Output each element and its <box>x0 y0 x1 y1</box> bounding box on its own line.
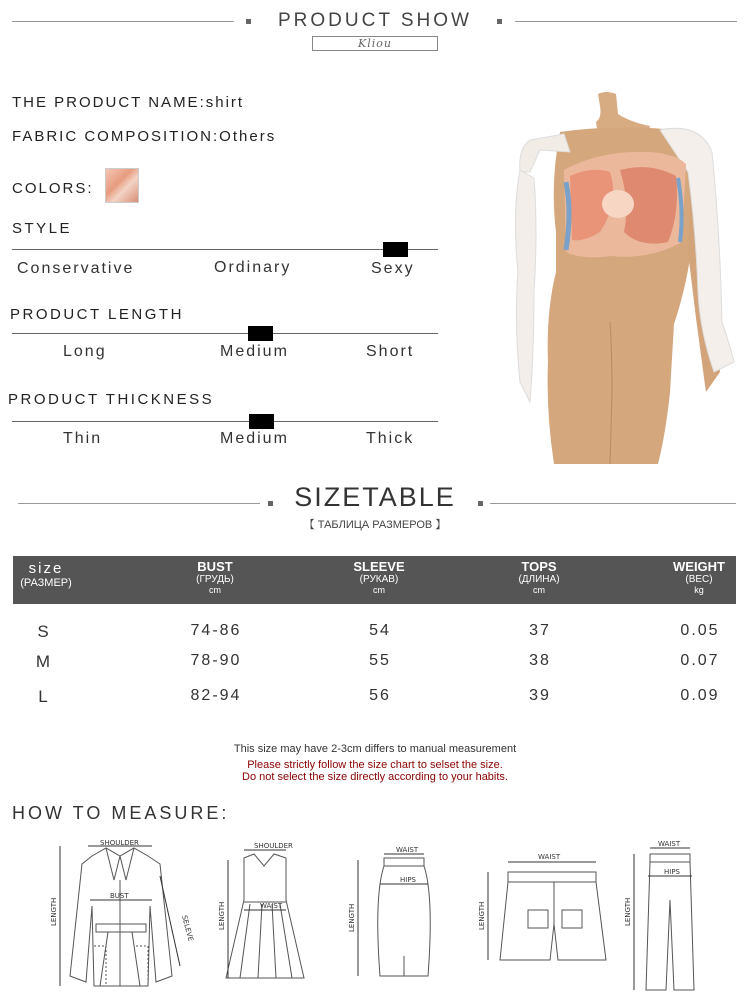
sizetable-square-right <box>478 501 483 506</box>
style-scale-line <box>12 249 438 250</box>
thickness-scale-line <box>12 421 438 422</box>
thickness-title: PRODUCT THICKNESS <box>8 391 215 408</box>
shorts-length-label: LENGTH <box>478 901 486 930</box>
product-name: THE PRODUCT NAME:shirt <box>12 94 245 111</box>
sizetable-subtitle: 【 ТАБЛИЦА РАЗМЕРОВ 】 <box>303 519 447 531</box>
col-sleeve: SLEEVE (РУКАВ) cm <box>353 559 405 595</box>
jacket-shoulder-label: SHOULDER <box>100 839 139 847</box>
col-size: size (РАЗМЕР) <box>20 560 72 589</box>
jacket-diagram <box>48 836 208 994</box>
style-marker <box>383 242 408 257</box>
length-marker <box>248 326 273 341</box>
fabric-composition: FABRIC COMPOSITION:Others <box>12 128 277 145</box>
style-option-conservative: Conservative <box>17 260 135 277</box>
pants-waist-label: WAIST <box>658 840 681 848</box>
note-measurement: This size may have 2-3cm differs to manual measurement <box>233 743 517 755</box>
thickness-option-thick: Thick <box>366 430 415 447</box>
length-option-long: Long <box>63 343 107 360</box>
style-option-sexy: Sexy <box>371 260 415 277</box>
product-photo <box>500 92 736 464</box>
sizetable-rule-right <box>490 503 736 504</box>
skirt-hips-label: HIPS <box>400 876 416 884</box>
shorts-diagram <box>476 848 616 978</box>
jacket-sleeve-label: SELEVE <box>180 914 195 943</box>
col-bust: BUST (ГРУДЬ) cm <box>196 559 234 595</box>
colors-label: COLORS: <box>12 180 94 197</box>
pants-length-label: LENGTH <box>624 897 632 926</box>
sizetable-title: SIZETABLE <box>294 482 456 512</box>
skirt-diagram <box>344 846 444 990</box>
note-habits: Do not select the size directly according to your habits. <box>242 771 508 783</box>
skirt-length-label: LENGTH <box>348 903 356 932</box>
thickness-marker <box>249 414 274 429</box>
header-square-right <box>497 19 502 24</box>
jacket-bust-label: BUST <box>110 892 129 900</box>
header-rule-right <box>515 21 737 22</box>
length-option-short: Short <box>366 343 415 360</box>
dress-shoulder-label: SHOULDER <box>254 842 293 850</box>
style-title: STYLE <box>12 220 73 237</box>
table-header <box>13 556 736 604</box>
how-to-measure-title: HOW TO MEASURE: <box>12 803 230 823</box>
page-title: PRODUCT SHOW <box>278 10 472 31</box>
length-title: PRODUCT LENGTH <box>10 306 184 323</box>
style-option-ordinary: Ordinary <box>214 259 292 276</box>
shorts-waist-label: WAIST <box>538 853 561 861</box>
length-option-medium: Medium <box>220 343 289 360</box>
dress-diagram <box>216 840 316 990</box>
color-swatch[interactable] <box>105 168 139 203</box>
length-scale-line <box>12 333 438 334</box>
pants-hips-label: HIPS <box>664 868 680 876</box>
brand-label: Kliou <box>312 36 438 51</box>
note-follow-chart: Please strictly follow the size chart to selset the size. <box>247 759 503 771</box>
col-tops: TOPS (ДЛИНА) cm <box>518 559 560 595</box>
col-weight: WEIGHT (ВЕС) kg <box>673 559 725 595</box>
skirt-waist-label: WAIST <box>396 846 419 854</box>
pants-diagram <box>620 840 730 992</box>
dress-waist-label: WAIST <box>260 902 283 910</box>
thickness-option-medium: Medium <box>220 430 289 447</box>
jacket-length-label: LENGTH <box>50 897 58 926</box>
thickness-option-thin: Thin <box>63 430 103 447</box>
dress-length-label: LENGTH <box>218 901 226 930</box>
